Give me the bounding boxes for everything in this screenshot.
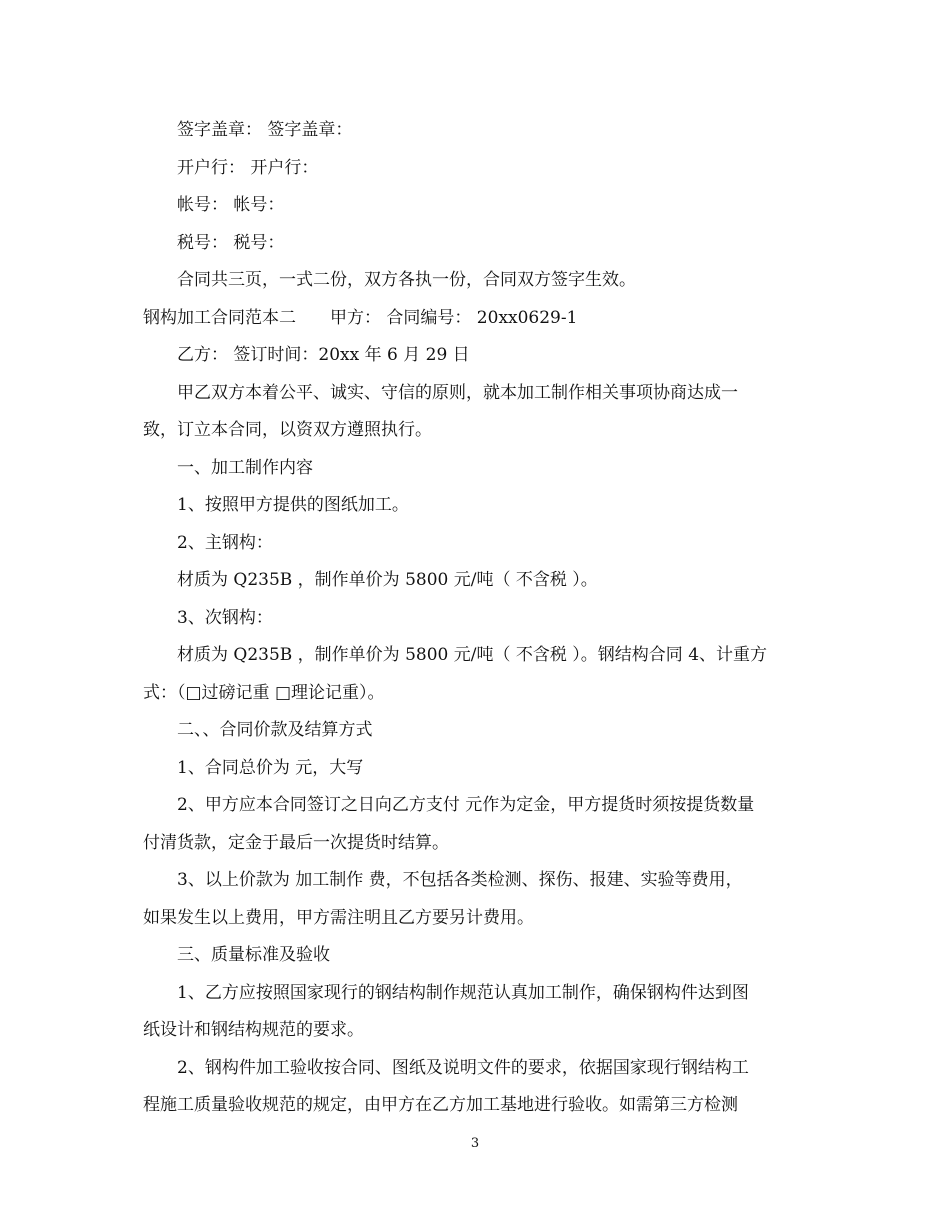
paragraph-line: 1、按照甲方提供的图纸加工。 — [177, 495, 409, 515]
account-line: 帐号： 帐号： — [177, 195, 285, 215]
section-heading: 三、质量标准及验收 — [177, 945, 330, 965]
section-heading: 二、、合同价款及结算方式 — [177, 720, 373, 740]
paragraph-line: 付清货款，定金于最后一次提货时结算。 — [143, 832, 449, 853]
document-body — [143, 112, 810, 1125]
paragraph-line: 3、以上价款为 加工制作 费，不包括各类检测、探伤、报建、实验等费用， — [177, 870, 743, 890]
paragraph-line: 2、甲方应本合同签订之日向乙方支付 元作为定金，甲方提货时须按提货数量 — [177, 795, 755, 815]
signature-line: 签字盖章： 签字盖章： — [177, 120, 353, 140]
paragraph-line: 材质为 Q235B ，制作单价为 5800 元/吨（ 不含税 ）。 — [177, 570, 598, 590]
party-b-date-line: 乙方： 签订时间：20xx 年 6 月 29 日 — [177, 345, 470, 365]
paragraph-line: 纸设计和钢结构规范的要求。 — [143, 1020, 364, 1040]
page-number: 3 — [470, 1136, 480, 1151]
copies-line: 合同共三页，一式二份，双方各执一份，合同双方签字生效。 — [177, 270, 636, 290]
paragraph-line: 如果发生以上费用，甲方需注明且乙方要另计费用。 — [143, 907, 534, 928]
bank-line: 开户行： 开户行： — [177, 157, 319, 178]
paragraph-line: 程施工质量验收规范的规定，由甲方在乙方加工基地进行验收。如需第三方检测 — [143, 1095, 738, 1115]
paragraph-line: 1、乙方应按照国家现行的钢结构制作规范认真加工制作，确保钢构件达到图 — [177, 982, 749, 1003]
paragraph-line: 甲乙双方本着公平、诚实、守信的原则，就本加工制作相关事项协商达成一 — [177, 382, 738, 403]
section-heading: 一、加工制作内容 — [177, 457, 313, 478]
paragraph-line: 材质为 Q235B ，制作单价为 5800 元/吨（ 不含税 ）。钢结构合同 4、计重方 — [177, 645, 768, 665]
paragraph-line: 1、合同总价为 元，大写 — [177, 757, 364, 778]
paragraph-line: 致，订立本合同，以资双方遵照执行。 — [143, 420, 432, 440]
paragraph-line: 2、主钢构： — [177, 532, 273, 553]
paragraph-line: 3、次钢构： — [177, 607, 273, 628]
paragraph-line: 2、钢构件加工验收按合同、图纸及说明文件的要求，依据国家现行钢结构工 — [177, 1057, 749, 1078]
contract-heading: 钢构加工合同范本二 甲方： 合同编号： 20xx0629-1 — [143, 307, 578, 328]
paragraph-line: 式：（□过磅记重 □理论记重）。 — [143, 682, 385, 703]
tax-line: 税号： 税号： — [177, 232, 285, 253]
